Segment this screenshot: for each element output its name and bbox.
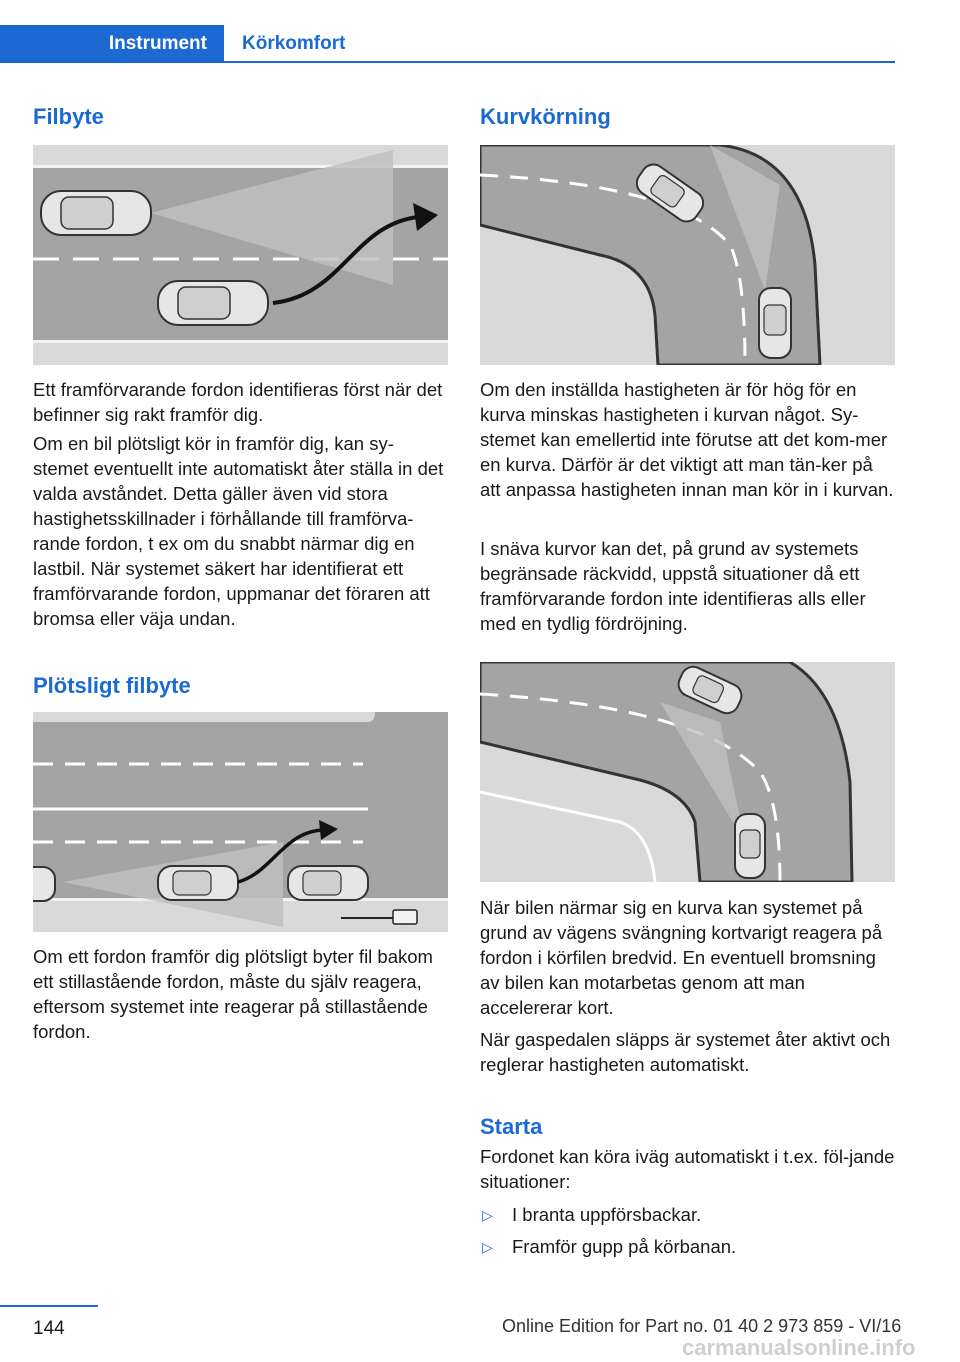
list-item-text: Framför gupp på körbanan. (512, 1236, 737, 1257)
watermark: carmanualsonline.info (682, 1335, 916, 1360)
paragraph: Ett framförvarande fordon identifieras först när det befinner sig rakt framför dig. (33, 379, 443, 425)
list-item (480, 1231, 896, 1263)
paragraph: Om en bil plötsligt kör in framför dig, kan sy-stemet eventuellt inte automatiskt åter ställa in det valda avståndet. Detta gäller även vid stora hastighetsskillnader i förhållande till framförva-rande fordon, t ex om du snabbt närmar dig en lastbil. När systemet säkert har identifierat ett framförvarande fordon, uppmanar det föraren att bromsa eller väja undan. (33, 433, 444, 629)
page-number-rule (0, 1305, 98, 1307)
paragraph: Om den inställda hastigheten är för hög för en kurva minskas hastigheten i kurvan något. Sy-stemet kan emellertid inte förutse att det kom-mer en kurva. Därför är det viktigt att man tän-ker på att anpassa hastigheten innan man kör in i kurvan. (480, 379, 894, 500)
figure-kurvkorning-1 (480, 145, 895, 365)
heading-filbyte: Filbyte (33, 104, 104, 129)
edition-footer: Online Edition for Part no. 01 40 2 973 859 - VI/16 (502, 1316, 902, 1336)
heading-kurvkorning: Kurvkörning (480, 104, 611, 129)
paragraph: När bilen närmar sig en kurva kan systemet på grund av vägens svängning kortvarigt reagera på fordon i körfilen bredvid. En eventuell bromsning av bilen kan motarbetas genom att man accelererar kort. (480, 897, 883, 1018)
tab-korkomfort[interactable]: Körkomfort (242, 32, 346, 54)
bullet-list (480, 1199, 896, 1263)
paragraph: Fordonet kan köra iväg automatiskt i t.ex. föl-jande situationer: (480, 1146, 895, 1192)
bullet-triangle-icon: ▷ (482, 1207, 493, 1223)
page-number: 144 (33, 1318, 65, 1339)
heading-plotsligt-filbyte: Plötsligt filbyte (33, 673, 191, 698)
figure-filbyte (33, 145, 448, 365)
heading-starta: Starta (480, 1114, 543, 1139)
paragraph: I snäva kurvor kan det, på grund av systemets begränsade räckvidd, uppstå situationer då ett framförvarande fordon inte identifieras alls eller med en tydlig fördröjning. (480, 538, 866, 634)
tab-instrument[interactable]: Instrument (0, 25, 224, 62)
header-rule (0, 61, 895, 63)
figure-plotsligt-filbyte (33, 712, 448, 932)
list-item-text: I branta uppförsbackar. (512, 1204, 702, 1225)
paragraph: När gaspedalen släpps är systemet åter aktivt och reglerar hastigheten automatiskt. (480, 1029, 891, 1075)
figure-kurvkorning-2 (480, 662, 895, 882)
paragraph: Om ett fordon framför dig plötsligt byter fil bakom ett stillastående fordon, måste du själv reagera, eftersom systemet inte reagerar på stillastående fordon. (33, 946, 433, 1042)
bullet-triangle-icon: ▷ (482, 1239, 493, 1255)
list-item (480, 1199, 896, 1231)
